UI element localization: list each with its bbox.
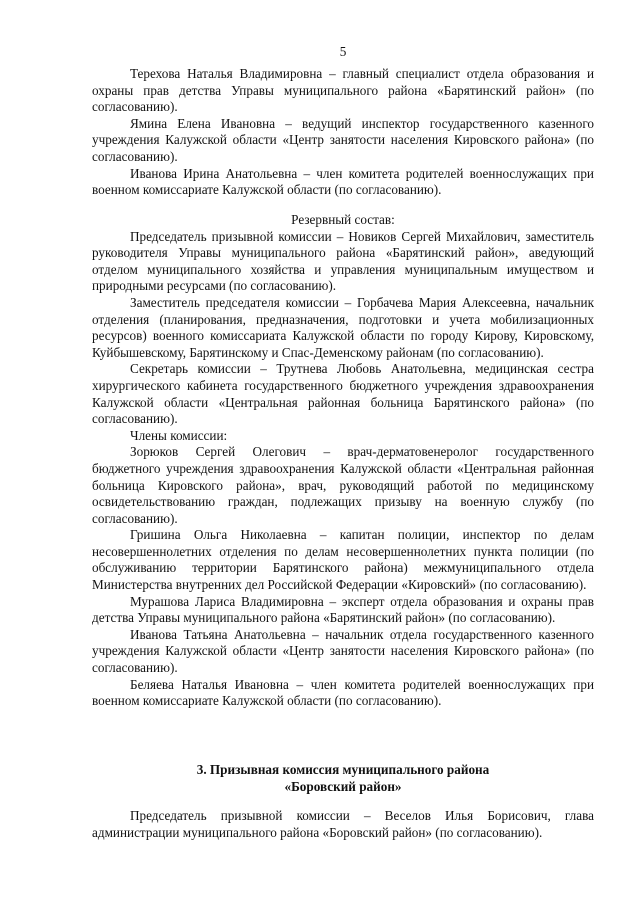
members-top-block [92,66,594,199]
reserve-member-paragraph: Гришина Ольга Николаевна – капитан полиции, инспектор по делам несовершеннолетних отделения по делам несовершеннолетних пункта полиции (по обслуживанию территории Барятинского района) межмуниципального отдела Министерства внутренних дел Российской Федерации «Кировский» (по согласованию). [92,527,594,593]
section-3-chair-paragraph: Председатель призывной комиссии – Веселов Илья Борисович, глава администрации муниципального района «Боровский район» (по согласованию). [92,808,594,840]
member-paragraph: Ямина Елена Ивановна – ведущий инспектор государственного казенного учреждения Калужской области «Центр занятости населения Кировского района» (по согласованию). [92,115,594,164]
member-paragraph: Терехова Наталья Владимировна – главный специалист отдела образования и охраны прав детства Управы муниципального района «Барятинский район» (по согласованию). [92,66,594,115]
reserve-heading: Резервный состав: [291,212,395,227]
section-title-line-2: «Боровский район» [284,778,402,794]
reserve-member-paragraph: Мурашова Лариса Владимировна – эксперт отдела образования и охраны прав детства Управы муниципального района «Барятинский район» (по согласованию). [92,593,594,626]
section-3-heading [92,762,594,795]
section-3-body [92,808,594,841]
reserve-member-paragraph: Зорюков Сергей Олегович – врач-дерматовенеролог государственного бюджетного учреждения здравоохранения Калужской области «Центральная районная больница Кировского района», врач, руководящий работой по медицинскому освидетельствованию граждан, подлежащих призыву на военную службу (по согласованию). [92,444,594,526]
section-title-line-1: 3. Призывная комиссия муниципального района [196,762,490,777]
member-paragraph: Иванова Ирина Анатольевна – член комитета родителей военнослужащих при военном комиссариате Калужской области (по согласованию). [92,165,594,198]
reserve-block [92,212,594,710]
reserve-member-paragraph: Беляева Наталья Ивановна – член комитета родителей военнослужащих при военном комиссариате Калужской области (по согласованию). [92,676,594,709]
reserve-members-heading: Члены комиссии: [130,427,228,443]
reserve-chair-paragraph: Председатель призывной комиссии – Новиков Сергей Михайлович, заместитель руководителя Управы муниципального района «Барятинский район», аведующий отделом муниципального хозяйства и управления муниципальным имуществом и природными ресурсами (по согласованию). [92,228,594,294]
page-number: 5 [339,44,347,59]
reserve-secretary-paragraph: Секретарь комиссии – Трутнева Любовь Анатольевна, медицинская сестра хирургического кабинета государственного бюджетного учреждения здравоохранения Калужской области «Центральная районная больница Барятинского района» (по согласованию). [92,361,594,427]
reserve-deputy-paragraph: Заместитель председателя комиссии – Горбачева Мария Алексеевна, начальник отделения (планирования, предназначения, подготовки и учета мобилизационных ресурсов) военного комиссариата Калужской области по городу Кирову, Кировскому, Куйбышевскому, Барятинскому и Спас-Деменскому районам (по согласованию). [92,294,594,360]
reserve-member-paragraph: Иванова Татьяна Анатольевна – начальник отдела государственного казенного учреждения Калужской области «Центр занятости населения Кировского района» (по согласованию). [92,626,594,676]
